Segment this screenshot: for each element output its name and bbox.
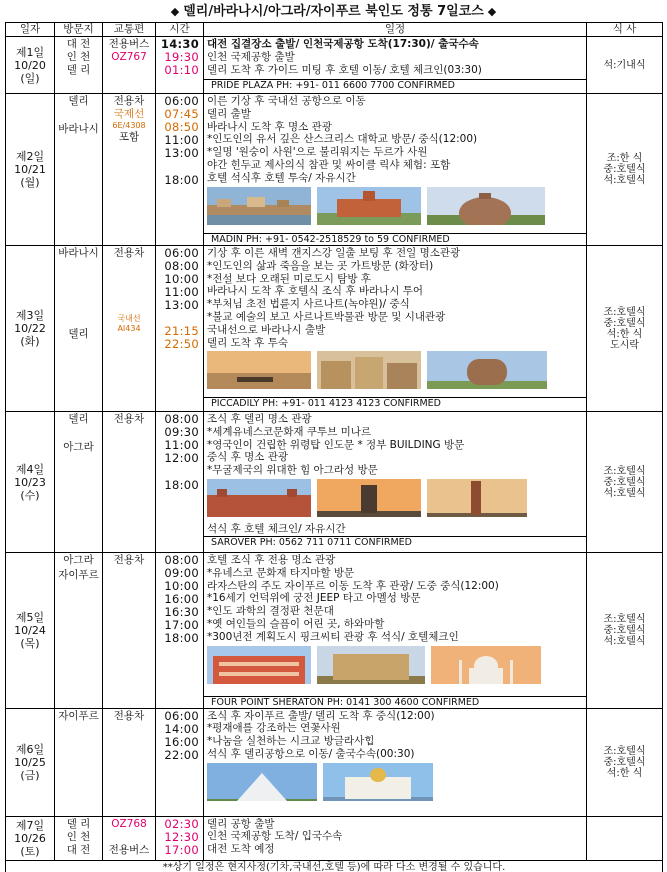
day-transport: 전용차: [103, 708, 156, 816]
day-meals: 조:호텔식 중:호텔식 석:호텔식: [587, 553, 663, 709]
day-places: 바라나시 델리: [55, 246, 103, 412]
lotus-temple-photo: [207, 763, 317, 801]
day-times: 06:00 07:45 08:50 11:00 13:00 18:00: [156, 94, 204, 246]
day-places: 델리 바라나시: [55, 94, 103, 246]
day-date: 제2일 10/21 (월): [6, 94, 55, 246]
day-meals: 조:호텔식 중:호텔식 석:한 식 도시락: [587, 246, 663, 412]
day-row: [6, 553, 663, 709]
day-times: 14:30 19:30 01:10: [156, 37, 204, 94]
day-transport: 전용차: [103, 553, 156, 709]
day-meals: 조:호텔식 중:호텔식 석:한 식: [587, 708, 663, 816]
day-schedule: 대전 집결장소 출발/ 인천국제공항 도착(17:30)/ 출국수속 인천 국제공항 출발 델리 도착 후 가이드 미팅 후 호텔 이동/ 호텔 체크인(03:30) PRIDE PLAZA PH: +91- 011 6600 7700 CONFIRMED: [204, 37, 587, 94]
header-transport: 교통편: [103, 23, 156, 37]
day-row: [6, 246, 663, 412]
photo-strip: [207, 646, 586, 694]
day-schedule: 이른 기상 후 국내선 공항으로 이동 델리 출발 바라나시 도착 후 명소 관광 *인도인의 유서 깊은 산스크리스 대학교 방문/ 중식(12:00) *일명 '원숭이 사원'으로 불리워지는 두르가 사원 야간 힌두교 제사의식 참관 및 싸이클 릭샤 체험: 포함 호텔 석식후 호텔 투숙/ 자유시간 MADIN PH: +91- 0542-2518529 to 59 CONFIRMED: [204, 94, 587, 246]
photo-strip: [207, 479, 586, 521]
day-times: 06:00 14:00 16:00 22:00: [156, 708, 204, 816]
day-transport: 전용버스 OZ767: [103, 37, 156, 94]
day-date: 제5일 10/24 (목): [6, 553, 55, 709]
day-meals: [587, 816, 663, 860]
day-places: 아그라 자이푸르: [55, 553, 103, 709]
day-date: 제7일 10/26 (토): [6, 816, 55, 860]
hawa-mahal-photo: [207, 646, 311, 684]
day-schedule: 조식 후 자이푸르 출발/ 델리 도착 후 중식(12:00) *평재애를 강조하는 연꽃사원 *나눔을 실천하는 시크교 방글라사힙 석식 후 델리공항으로 이동/ 출국수속(00:30): [204, 708, 587, 816]
header-row: [6, 23, 663, 37]
day-schedule: 호텔 조식 후 전용 명소 관광 *유네스코 문화재 타지마할 방문 라자스탄의 주도 자이푸르 이동 도착 후 관광/ 도중 중식(12:00) *16세기 언덕위에 궁전 JEEP 타고 아멜성 방문 *인도 과학의 결정판 천문대 *옛 여인들의 슬픔이 어린 곳, 하와마할 *300년전 계획도시 핑크씨티 관광 후 석식/ 호텔체크인 FOUR POINT SHERATON PH: 0141 300 4600 CONFIRMED: [204, 553, 587, 709]
agra-fort-photo: [207, 479, 311, 517]
header-time: 시간: [156, 23, 204, 37]
day-places: 자이푸르: [55, 708, 103, 816]
page-title: ◆ 델리/바라나시/아그라/자이푸르 북인도 정통 7일코스 ◆: [170, 4, 497, 19]
day-places: 대 전 인 천 델 리: [55, 37, 103, 94]
header-place: 방문지: [55, 23, 103, 37]
temple-photo: [317, 187, 421, 225]
india-gate-photo: [317, 479, 421, 517]
day-date: 제4일 10/23 (수): [6, 412, 55, 553]
day-places: 델 리 인 천 대 전: [55, 816, 103, 860]
sarnath-stupa-photo: [427, 351, 547, 389]
stupa-photo: [427, 187, 545, 225]
day-row: [6, 94, 663, 246]
day-times: 08:00 09:00 10:00 16:00 16:30 17:00 18:00: [156, 553, 204, 709]
header-meal: 식 사: [587, 23, 663, 37]
day-meals: 조:호텔식 중:호텔식 석:호텔식: [587, 412, 663, 553]
header-date: 일자: [6, 23, 55, 37]
day-times: 02:30 12:30 17:00: [156, 816, 204, 860]
day-row: [6, 816, 663, 860]
header-schedule: 일정: [204, 23, 587, 37]
day-date: 제6일 10/25 (금): [6, 708, 55, 816]
day-times: 08:00 09:30 11:00 12:00 18:00: [156, 412, 204, 553]
diamond-icon: ◆: [170, 5, 180, 18]
itinerary-table: [5, 22, 663, 872]
river-ghat-photo: [207, 187, 311, 225]
day-date: 제3일 10/22 (화): [6, 246, 55, 412]
taj-mahal-photo: [431, 646, 541, 684]
day-transport: 전용차: [103, 412, 156, 553]
day-transport: 전용차 국내선 AI434: [103, 246, 156, 412]
day-date: 제1일 10/20 (일): [6, 37, 55, 94]
riverside-buildings-photo: [317, 351, 421, 389]
boat-river-photo: [207, 351, 311, 389]
hotel-info: PICCADILY PH: +91- 011 4123 4123 CONFIRMED: [204, 397, 586, 409]
photo-strip: [207, 187, 586, 231]
day-transport: 전용차 국제선 6E/4308 포함: [103, 94, 156, 246]
footer-row: [6, 860, 663, 872]
hotel-info: PRIDE PLAZA PH: +91- 011 6600 7700 CONFIRMED: [204, 79, 586, 91]
hotel-info: MADIN PH: +91- 0542-2518529 to 59 CONFIRMED: [204, 233, 586, 245]
day-row: [6, 412, 663, 553]
gurudwara-photo: [323, 763, 433, 801]
photo-strip: [207, 351, 586, 395]
day-schedule: 기상 후 이른 새벽 갠지스강 일출 보팅 후 전일 명소관광 *인도인의 삶과 죽음을 보는 곳 가트방문 (화장터) *전설 보다 오래된 미로도시 탐방 후 바라나시 도착 후 호텔식 조식 후 바라나시 투어 *부처님 초전 법륜지 사르나트(녹야원)/ 중식 *불교 예술의 보고 사르나트박물관 방문 및 시내관광 국내선으로 바라나시 출발 델리 도착 후 투숙 PICCADILY PH: +91- 011 4123 4123 CONFIRMED: [204, 246, 587, 412]
amber-fort-photo: [317, 646, 425, 684]
day-places: 델리 아그라: [55, 412, 103, 553]
hotel-info: SAROVER PH: 0562 711 0711 CONFIRMED: [204, 536, 586, 548]
day-schedule: 델리 공항 출발 인천 국제공항 도착/ 입국수속 대전 도착 예정: [204, 816, 587, 860]
qutub-minar-photo: [427, 479, 527, 517]
photo-strip: [207, 763, 586, 813]
day-row: [6, 708, 663, 816]
day-times: 06:00 08:00 10:00 11:00 13:00 21:15 22:50: [156, 246, 204, 412]
day-meals: 석:기내식: [587, 37, 663, 94]
day-transport: OZ768 전용버스: [103, 816, 156, 860]
day-meals: 조:한 식 중:호텔식 석:호텔식: [587, 94, 663, 246]
diamond-icon: ◆: [487, 5, 497, 18]
day-row: [6, 37, 663, 94]
hotel-info: FOUR POINT SHERATON PH: 0141 300 4600 CONFIRMED: [204, 696, 586, 708]
footer-note: **상기 일정은 현지사정(기차,국내선,호텔 등)에 따라 다소 변경될 수 있습니다.: [6, 860, 663, 872]
day-schedule: 조식 후 델리 명소 관광 *세계유네스코문화재 쿠투브 미나르 *영국인이 건립한 위령탑 인도문 * 정부 BUILDING 방문 중식 후 명소 관광 *무굴제국의 위대한 힘 아그라성 방문 석식 후 호텔 체크인/ 자유시간 SAROVER PH: 0562 711 0711 CONFIRMED: [204, 412, 587, 553]
